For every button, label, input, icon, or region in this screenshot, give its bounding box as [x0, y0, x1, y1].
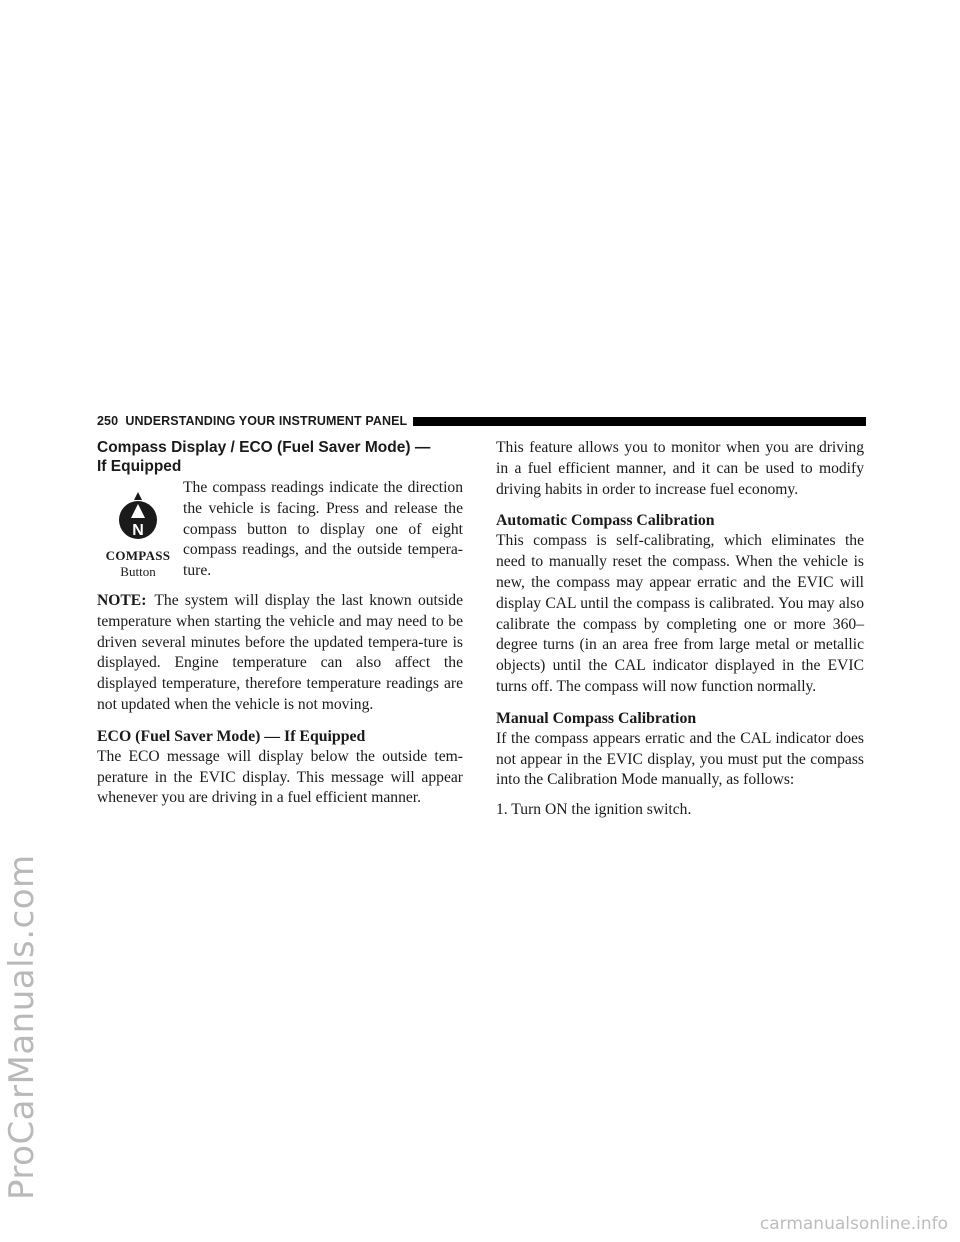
right-column: [496, 438, 864, 821]
page-header: [97, 413, 866, 429]
auto-calibration-paragraph: This compass is self-calibrating, which eliminates the need to manually reset the compass. When the vehicle is new, the compass may appear erratic and the EVIC will display CAL until the compass is calibrated. You may also calibrate the compass by completing one or more 360–degree turns (in an area free from large metal or metallic objects) until the CAL indicator displayed in the EVIC turns off. The compass will now function normally.: [496, 532, 864, 695]
intro-paragraph: This feature allows you to monitor when you are driving in a fuel efficient manner, and it can be used to modify driving habits in order to increase fuel economy.: [496, 439, 864, 498]
svg-text:N: N: [132, 522, 144, 539]
header-label: [97, 414, 413, 428]
left-column: [97, 438, 463, 809]
side-watermark: ProCarManuals.com: [2, 854, 42, 1200]
section-heading: [97, 438, 463, 476]
note-text: The system will display the last known outside temperature when starting the vehicle and may need to be driven several minutes before the updated tempera-ture is displayed. Engine temperature can also affect the displayed temperature, therefore temperature readings are not updated when the vehicle is not moving.: [97, 591, 463, 713]
section-title: UNDERSTANDING YOUR INSTRUMENT PANEL: [125, 414, 408, 428]
page-number: 250: [97, 414, 119, 428]
manual-calibration-heading: Manual Compass Calibration: [496, 709, 697, 727]
compass-figure: [97, 478, 179, 580]
note-paragraph: [97, 591, 463, 716]
step-1: 1. Turn ON the ignition switch.: [496, 801, 692, 819]
figure-caption-title: COMPASS: [105, 548, 171, 563]
note-label: NOTE:: [97, 591, 147, 609]
auto-calibration-heading: Automatic Compass Calibration: [496, 512, 715, 530]
eco-heading: ECO (Fuel Saver Mode) — If Equipped: [97, 727, 366, 745]
section-heading-line1: Compass Display / ECO (Fuel Saver Mode) —: [97, 439, 431, 456]
section-heading-line2: If Equipped: [97, 458, 182, 475]
compass-description: [179, 478, 463, 582]
bottom-watermark: carmanualsonline.info: [759, 1214, 948, 1234]
compass-paragraph: The compass readings indicate the direction the vehicle is facing. Press and release the compass button to display one of eight compass readings, and the outside tempera-ture.: [183, 479, 463, 580]
header-rule: [413, 417, 866, 426]
manual-calibration-paragraph: If the compass appears erratic and the CAL indicator does not appear in the EVIC display, you must put the compass into the Calibration Mode manually, as follows:: [496, 729, 864, 789]
eco-paragraph: The ECO message will display below the outside tem-perature in the EVIC display. This message will appear whenever you are driving in a fuel efficient manner.: [97, 747, 463, 807]
compass-block: [97, 478, 463, 582]
compass-n-icon: [116, 492, 160, 542]
figure-caption-sub: Button: [120, 564, 156, 579]
